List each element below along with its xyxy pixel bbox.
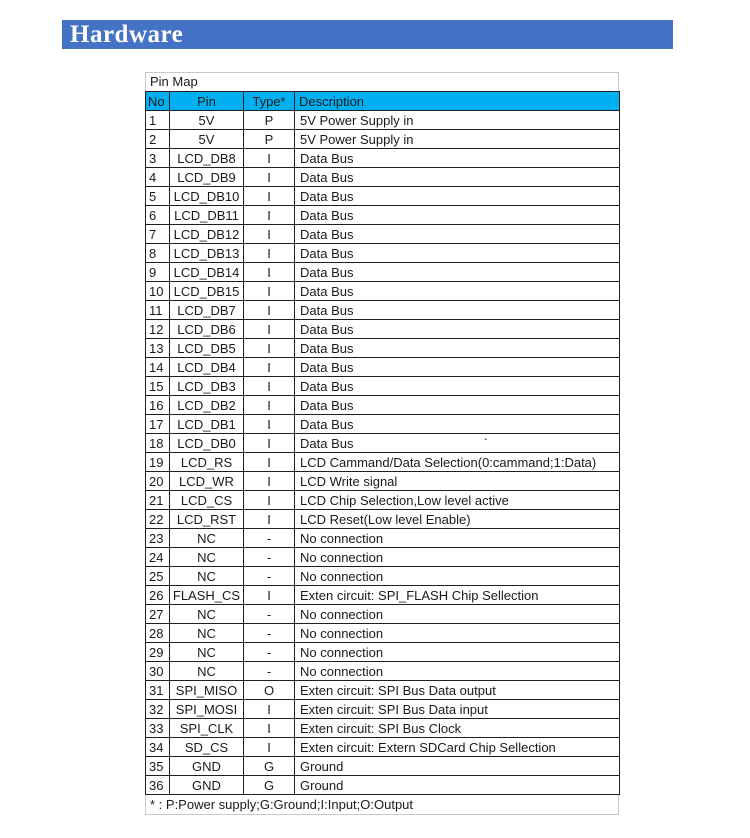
cell-type: P (244, 130, 295, 149)
table-footnote: * : P:Power supply;G:Ground;I:Input;O:Output (145, 795, 619, 815)
cell-pin: LCD_DB6 (170, 320, 244, 339)
cell-no: 36 (146, 776, 170, 795)
cell-type: I (244, 149, 295, 168)
cell-pin: LCD_DB1 (170, 415, 244, 434)
cell-no: 2 (146, 130, 170, 149)
cell-pin: LCD_DB3 (170, 377, 244, 396)
cell-no: 23 (146, 529, 170, 548)
stray-dot-artifact: . (484, 428, 488, 443)
cell-no: 9 (146, 263, 170, 282)
cell-description: Data Bus (295, 168, 620, 187)
table-row (146, 738, 620, 757)
cell-pin: LCD_DB9 (170, 168, 244, 187)
table-row (146, 130, 620, 149)
cell-description: Exten circuit: SPI Bus Data input (295, 700, 620, 719)
table-row (146, 700, 620, 719)
column-header-no: No (146, 92, 170, 111)
cell-description: No connection (295, 662, 620, 681)
cell-type: I (244, 377, 295, 396)
cell-type: I (244, 206, 295, 225)
table-row (146, 377, 620, 396)
cell-description: No connection (295, 529, 620, 548)
cell-description: Data Bus (295, 301, 620, 320)
cell-pin: NC (170, 605, 244, 624)
cell-description: Data Bus (295, 282, 620, 301)
cell-no: 10 (146, 282, 170, 301)
cell-type: I (244, 491, 295, 510)
cell-pin: GND (170, 776, 244, 795)
table-row (146, 491, 620, 510)
cell-description: Data Bus (295, 339, 620, 358)
cell-description: Data Bus (295, 396, 620, 415)
cell-description: Data Bus (295, 415, 620, 434)
cell-pin: NC (170, 624, 244, 643)
table-row (146, 624, 620, 643)
cell-type: I (244, 320, 295, 339)
cell-type: - (244, 643, 295, 662)
cell-type: I (244, 396, 295, 415)
cell-no: 30 (146, 662, 170, 681)
cell-no: 1 (146, 111, 170, 130)
table-row (146, 719, 620, 738)
cell-no: 13 (146, 339, 170, 358)
cell-description: Data Bus (295, 149, 620, 168)
pin-map-table-block (145, 72, 619, 815)
cell-description: Ground (295, 776, 620, 795)
cell-pin: LCD_RS (170, 453, 244, 472)
cell-type: I (244, 434, 295, 453)
table-row (146, 776, 620, 795)
table-row (146, 662, 620, 681)
cell-type: I (244, 510, 295, 529)
cell-description: No connection (295, 624, 620, 643)
table-row (146, 434, 620, 453)
cell-description: Data Bus (295, 377, 620, 396)
cell-type: G (244, 776, 295, 795)
cell-no: 35 (146, 757, 170, 776)
cell-no: 31 (146, 681, 170, 700)
cell-description: Data Bus (295, 320, 620, 339)
cell-pin: LCD_DB11 (170, 206, 244, 225)
cell-description: No connection (295, 567, 620, 586)
cell-pin: LCD_RST (170, 510, 244, 529)
cell-type: I (244, 263, 295, 282)
cell-pin: LCD_DB4 (170, 358, 244, 377)
table-row (146, 339, 620, 358)
cell-description: Exten circuit: SPI Bus Data output (295, 681, 620, 700)
cell-no: 29 (146, 643, 170, 662)
cell-no: 26 (146, 586, 170, 605)
cell-type: - (244, 548, 295, 567)
cell-pin: FLASH_CS (170, 586, 244, 605)
cell-type: I (244, 339, 295, 358)
cell-pin: LCD_DB12 (170, 225, 244, 244)
table-row (146, 567, 620, 586)
section-title: Hardware (70, 21, 184, 48)
table-row (146, 244, 620, 263)
cell-type: - (244, 662, 295, 681)
section-title-bar (62, 20, 673, 49)
cell-type: I (244, 700, 295, 719)
cell-no: 24 (146, 548, 170, 567)
cell-description: LCD Chip Selection,Low level active (295, 491, 620, 510)
cell-description: 5V Power Supply in (295, 130, 620, 149)
cell-description: Data Bus (295, 206, 620, 225)
cell-pin: 5V (170, 111, 244, 130)
cell-no: 27 (146, 605, 170, 624)
table-row (146, 301, 620, 320)
cell-type: - (244, 624, 295, 643)
cell-no: 5 (146, 187, 170, 206)
cell-pin: LCD_DB2 (170, 396, 244, 415)
cell-no: 16 (146, 396, 170, 415)
table-row (146, 149, 620, 168)
cell-type: I (244, 282, 295, 301)
cell-type: P (244, 111, 295, 130)
table-row (146, 643, 620, 662)
column-header-type: Type* (244, 92, 295, 111)
cell-description: Data Bus (295, 358, 620, 377)
cell-no: 12 (146, 320, 170, 339)
cell-type: - (244, 605, 295, 624)
cell-pin: SPI_MISO (170, 681, 244, 700)
column-header-description: Description (295, 92, 620, 111)
cell-description: Data Bus (295, 187, 620, 206)
cell-pin: LCD_DB0 (170, 434, 244, 453)
cell-pin: SD_CS (170, 738, 244, 757)
cell-type: I (244, 358, 295, 377)
table-row (146, 453, 620, 472)
cell-description: LCD Write signal (295, 472, 620, 491)
cell-type: G (244, 757, 295, 776)
cell-no: 3 (146, 149, 170, 168)
cell-type: I (244, 225, 295, 244)
cell-no: 21 (146, 491, 170, 510)
table-row (146, 510, 620, 529)
column-header-pin: Pin (170, 92, 244, 111)
table-row (146, 111, 620, 130)
cell-description: Data Bus (295, 434, 620, 453)
cell-description: Data Bus (295, 244, 620, 263)
cell-type: I (244, 472, 295, 491)
table-row (146, 586, 620, 605)
cell-pin: LCD_DB10 (170, 187, 244, 206)
cell-type: O (244, 681, 295, 700)
cell-no: 22 (146, 510, 170, 529)
cell-description: Data Bus (295, 225, 620, 244)
cell-no: 28 (146, 624, 170, 643)
cell-no: 4 (146, 168, 170, 187)
cell-no: 18 (146, 434, 170, 453)
cell-no: 8 (146, 244, 170, 263)
cell-pin: GND (170, 757, 244, 776)
cell-description: 5V Power Supply in (295, 111, 620, 130)
cell-description: No connection (295, 605, 620, 624)
cell-no: 25 (146, 567, 170, 586)
table-row (146, 282, 620, 301)
table-row (146, 320, 620, 339)
cell-type: - (244, 567, 295, 586)
table-row (146, 225, 620, 244)
cell-pin: LCD_DB8 (170, 149, 244, 168)
cell-pin: NC (170, 643, 244, 662)
table-row (146, 529, 620, 548)
table-row (146, 263, 620, 282)
table-row (146, 415, 620, 434)
table-row (146, 472, 620, 491)
cell-pin: 5V (170, 130, 244, 149)
cell-no: 34 (146, 738, 170, 757)
cell-description: Exten circuit: SPI Bus Clock (295, 719, 620, 738)
cell-no: 15 (146, 377, 170, 396)
cell-no: 6 (146, 206, 170, 225)
cell-description: LCD Cammand/Data Selection(0:cammand;1:Data) (295, 453, 620, 472)
cell-type: I (244, 586, 295, 605)
table-row (146, 206, 620, 225)
cell-no: 19 (146, 453, 170, 472)
cell-description: Exten circuit: SPI_FLASH Chip Sellection (295, 586, 620, 605)
cell-pin: LCD_DB15 (170, 282, 244, 301)
cell-type: I (244, 738, 295, 757)
table-row (146, 396, 620, 415)
cell-type: I (244, 415, 295, 434)
cell-description: No connection (295, 643, 620, 662)
cell-no: 33 (146, 719, 170, 738)
cell-type: I (244, 301, 295, 320)
cell-pin: NC (170, 529, 244, 548)
table-row (146, 681, 620, 700)
cell-pin: NC (170, 548, 244, 567)
cell-type: I (244, 244, 295, 263)
table-row (146, 757, 620, 776)
cell-type: I (244, 453, 295, 472)
cell-type: - (244, 529, 295, 548)
cell-pin: LCD_WR (170, 472, 244, 491)
cell-description: Ground (295, 757, 620, 776)
table-caption: Pin Map (145, 72, 619, 91)
cell-no: 20 (146, 472, 170, 491)
table-row (146, 358, 620, 377)
table-header-row (146, 92, 620, 111)
cell-pin: LCD_DB7 (170, 301, 244, 320)
cell-pin: LCD_DB5 (170, 339, 244, 358)
cell-type: I (244, 187, 295, 206)
cell-pin: NC (170, 567, 244, 586)
cell-description: Exten circuit: Extern SDCard Chip Sellection (295, 738, 620, 757)
cell-pin: NC (170, 662, 244, 681)
cell-no: 7 (146, 225, 170, 244)
cell-description: No connection (295, 548, 620, 567)
cell-pin: LCD_DB13 (170, 244, 244, 263)
cell-no: 11 (146, 301, 170, 320)
pin-map-table (145, 91, 620, 795)
cell-type: I (244, 168, 295, 187)
cell-pin: SPI_CLK (170, 719, 244, 738)
cell-no: 17 (146, 415, 170, 434)
pin-table-body (146, 111, 620, 795)
cell-pin: LCD_CS (170, 491, 244, 510)
cell-no: 14 (146, 358, 170, 377)
cell-pin: LCD_DB14 (170, 263, 244, 282)
cell-description: LCD Reset(Low level Enable) (295, 510, 620, 529)
table-row (146, 605, 620, 624)
cell-pin: SPI_MOSI (170, 700, 244, 719)
table-row (146, 548, 620, 567)
cell-description: Data Bus (295, 263, 620, 282)
cell-type: I (244, 719, 295, 738)
cell-no: 32 (146, 700, 170, 719)
table-row (146, 187, 620, 206)
table-row (146, 168, 620, 187)
